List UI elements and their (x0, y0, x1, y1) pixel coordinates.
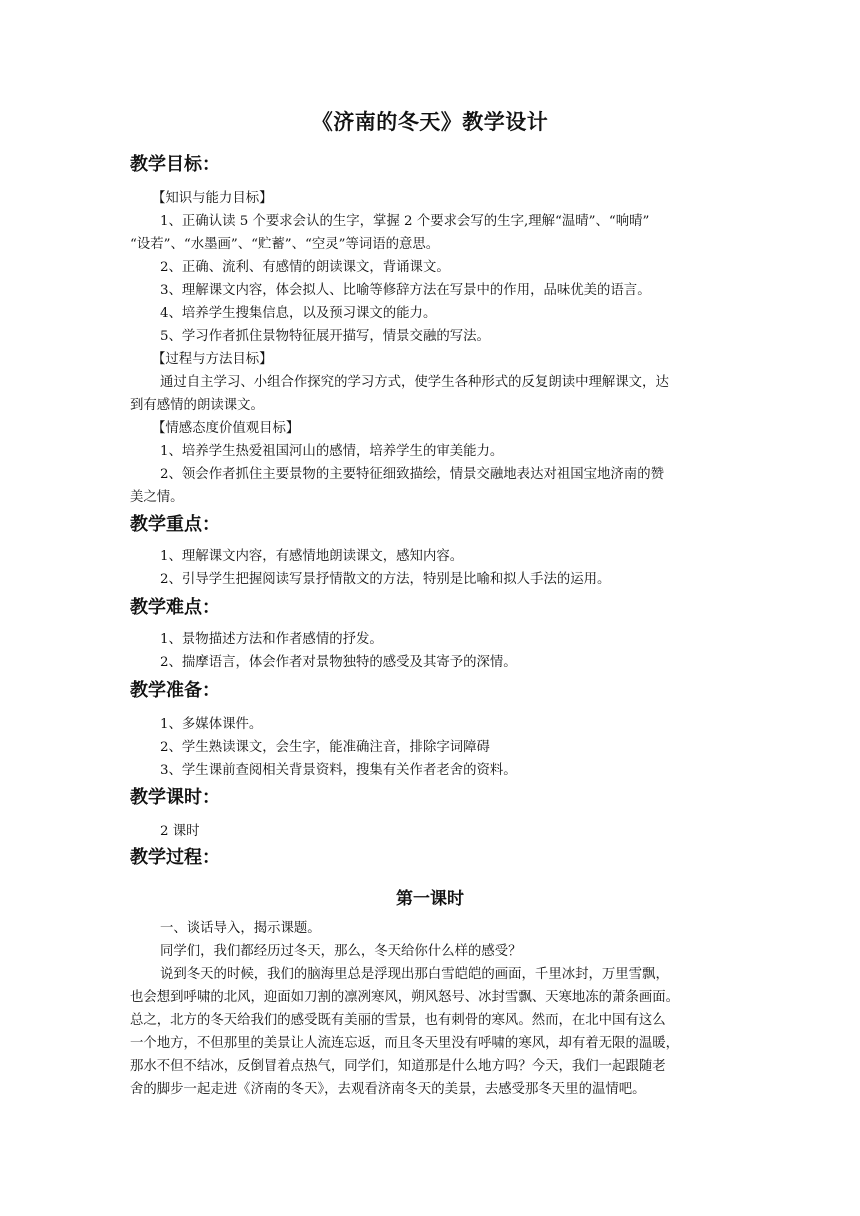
preparation-item-1: 1、多媒体课件。 (160, 717, 263, 732)
process-question-1: 同学们，我们都经历过冬天，那么，冬天给你什么样的感受？ (160, 944, 522, 959)
key-points-item-1: 1、理解课文内容，有感情地朗读课文，感知内容。 (160, 549, 464, 564)
goals-process-line-1: 通过自主学习、小组合作探究的学习方式，使学生各种形式的反复朗读中理解课文，达 (160, 375, 669, 390)
section-heading-goals: 教学目标： (130, 154, 220, 175)
process-paragraph-line-6: 舍的脚步一起走进《济南的冬天》，去观看济南冬天的美景，去感受那冬天里的温情吧。 (130, 1082, 646, 1097)
preparation-item-2: 2、学生熟读课文，会生字，能准确注音，排除字词障碍 (160, 740, 490, 755)
goals-knowledge-item-2: 2、正确、流利、有感情的朗读课文，背诵课文。 (160, 260, 450, 275)
preparation-item-3: 3、学生课前查阅相关背景资料，搜集有关作者老舍的资料。 (160, 763, 517, 778)
process-paragraph-line-1: 说到冬天的时候，我们的脑海里总是浮现出那白雪皑皑的画面，千里冰封，万里雪飘， (160, 967, 669, 982)
section-heading-difficulties: 教学难点： (130, 597, 220, 618)
goals-knowledge-label: 【知识与能力目标】 (152, 191, 273, 206)
process-paragraph-line-4: 一个地方，不但那里的美景让人流连忘返，而且冬天里没有呼啸的寒风，却有着无限的温暖， (130, 1036, 680, 1051)
goals-process-line-2: 到有感情的朗读课文。 (130, 398, 264, 413)
section-heading-preparation: 教学准备： (130, 680, 220, 701)
goals-emotion-item-2-line-1: 2、领会作者抓住主要景物的主要特征细致描绘，情景交融地表达对祖国宝地济南的赞 (160, 467, 664, 482)
process-step-1: 一、谈话导入，揭示课题。 (160, 921, 321, 936)
goals-knowledge-item-1-line-2: “设若”、“水墨画”、“贮蓄”、“空灵”等词语的意思。 (130, 237, 440, 252)
goals-knowledge-item-1-line-1: 1、正确认读 5 个要求会认的生字，掌握 2 个要求会写的生字,理解“温晴”、“响晴” (160, 214, 650, 229)
goals-process-label: 【过程与方法目标】 (152, 352, 273, 367)
session-title: 第一课时 (396, 889, 464, 909)
goals-knowledge-item-5: 5、学习作者抓住景物特征展开描写，情景交融的写法。 (160, 329, 490, 344)
goals-emotion-item-2-line-2: 美之情。 (130, 490, 184, 505)
hours-value: 2 课时 (160, 824, 200, 839)
goals-knowledge-item-3: 3、理解课文内容，体会拟人、比喻等修辞方法在写景中的作用，品味优美的语言。 (160, 283, 651, 298)
process-paragraph-line-5: 那水不但不结冰，反倒冒着点热气，同学们，知道那是什么地方吗？今天，我们一起跟随老 (130, 1059, 666, 1074)
goals-emotion-label: 【情感态度价值观目标】 (152, 421, 300, 436)
section-heading-key-points: 教学重点： (130, 514, 220, 535)
key-points-item-2: 2、引导学生把握阅读写景抒情散文的方法，特别是比喻和拟人手法的运用。 (160, 572, 611, 587)
section-heading-process: 教学过程： (130, 847, 220, 868)
goals-emotion-item-1: 1、培养学生热爱祖国河山的感情，培养学生的审美能力。 (160, 444, 504, 459)
difficulties-item-2: 2、揣摩语言，体会作者对景物独特的感受及其寄予的深情。 (160, 655, 517, 670)
difficulties-item-1: 1、景物描述方法和作者感情的抒发。 (160, 632, 383, 647)
document-title: 《济南的冬天》教学设计 (311, 110, 549, 134)
goals-knowledge-item-4: 4、培养学生搜集信息，以及预习课文的能力。 (160, 306, 437, 321)
process-paragraph-line-3: 总之，北方的冬天给我们的感受既有美丽的雪景，也有刺骨的寒风。然而，在北中国有这么 (130, 1013, 666, 1028)
section-heading-hours: 教学课时： (130, 787, 220, 808)
process-paragraph-line-2: 也会想到呼啸的北风，迎面如刀割的凛冽寒风，朔风怒号、冰封雪飘、天寒地冻的萧条画面。 (130, 990, 680, 1005)
